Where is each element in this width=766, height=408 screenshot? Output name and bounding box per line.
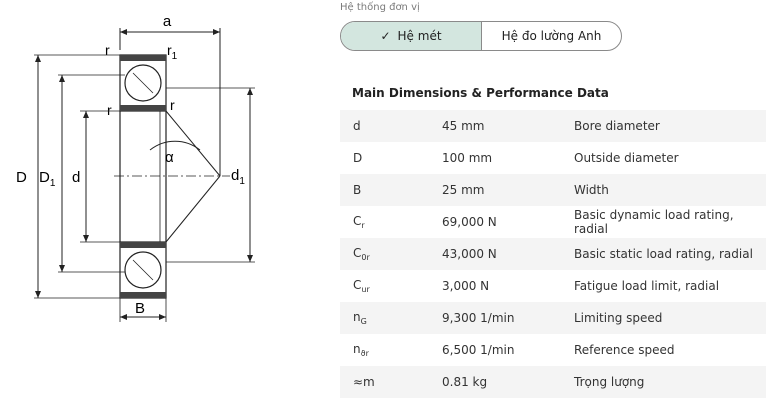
row-value: 25 mm (442, 183, 485, 197)
table-row (340, 174, 766, 206)
row-description: Reference speed (574, 343, 675, 357)
metric-button[interactable] (341, 22, 482, 50)
row-symbol: $C_{0r}$ (353, 246, 370, 262)
contact-line-upper (166, 111, 220, 176)
table-row (340, 302, 766, 334)
row-symbol: $C_{ur}$ (353, 278, 370, 294)
row-value: 0.81 kg (442, 375, 488, 389)
row-symbol: $n_{ϑr}$ (353, 342, 369, 358)
row-description: Outside diameter (574, 151, 679, 165)
check-icon: ✓ (380, 29, 391, 43)
arrow-D-bottom (35, 291, 41, 298)
arrow-D1-bottom (59, 265, 65, 272)
label-r-mid-left: r (107, 102, 112, 118)
table-row (340, 238, 766, 270)
section-title: Main Dimensions & Performance Data (352, 86, 609, 100)
row-description: Bore diameter (574, 119, 660, 133)
label-r-top: r (105, 42, 110, 58)
label-B: B (135, 300, 146, 317)
upper-outer-hatch (120, 55, 166, 61)
label-alpha: α (165, 149, 174, 166)
row-description: Limiting speed (574, 311, 663, 325)
contact-line-lower (166, 176, 220, 242)
arrow-D1-top (59, 75, 65, 82)
row-description: Trọng lượng (574, 375, 645, 389)
imperial-label: Hệ đo lường Anh (501, 29, 602, 43)
row-value: 43,000 N (442, 247, 497, 261)
row-description: Width (574, 183, 609, 197)
table-row (340, 334, 766, 366)
row-symbol: $n_G$ (353, 310, 367, 326)
lower-outer-hatch (120, 292, 166, 298)
label-D: D (16, 169, 27, 186)
table-row (340, 142, 766, 174)
bearing-cross-section-svg (0, 0, 330, 404)
unit-system-label: Hệ thống đơn vị (340, 2, 420, 13)
arrow-d1-bottom (247, 255, 253, 262)
row-description: Fatigue load limit, radial (574, 279, 720, 293)
label-d: d (72, 169, 81, 186)
lower-inner-hatch (120, 242, 166, 248)
arrow-d-top (83, 111, 89, 118)
arrow-d1-top (247, 88, 253, 95)
row-symbol: d (353, 119, 361, 133)
label-D1: $D_1$ (39, 169, 56, 189)
unit-toggle (340, 21, 622, 51)
label-r1: $r_1$ (167, 42, 178, 62)
row-symbol: $C_r$ (353, 214, 365, 230)
metric-label: Hệ mét (397, 29, 442, 43)
label-d1: $d_1$ (231, 167, 245, 187)
row-value: 45 mm (442, 119, 485, 133)
table-row (340, 110, 766, 142)
row-value: 3,000 N (442, 279, 490, 293)
arrow-a-left (120, 29, 127, 35)
row-symbol: B (353, 183, 362, 197)
table-row (340, 366, 766, 398)
row-value: 69,000 N (442, 215, 497, 229)
row-symbol: ≈m (353, 375, 375, 389)
table-row (340, 270, 766, 302)
arrow-B-left (120, 314, 127, 320)
arrow-D-top (35, 55, 41, 62)
row-value: 6,500 1/min (442, 343, 515, 357)
label-r-mid-right: r (170, 97, 175, 113)
arrow-d-bottom (83, 235, 89, 242)
table-row (340, 206, 766, 238)
bearing-drawing (0, 0, 330, 404)
upper-inner-hatch (120, 105, 166, 111)
row-symbol: D (353, 151, 363, 165)
imperial-button[interactable] (482, 22, 621, 50)
row-value: 100 mm (442, 151, 493, 165)
row-description: Basic static load rating, radial (574, 247, 753, 261)
arrow-a-right (213, 29, 220, 35)
row-description: Basic dynamic load rating, radial (574, 208, 734, 236)
row-value: 9,300 1/min (442, 311, 515, 325)
label-a: a (162, 13, 172, 30)
arrow-B-right (159, 314, 166, 320)
specs-table (340, 110, 766, 398)
